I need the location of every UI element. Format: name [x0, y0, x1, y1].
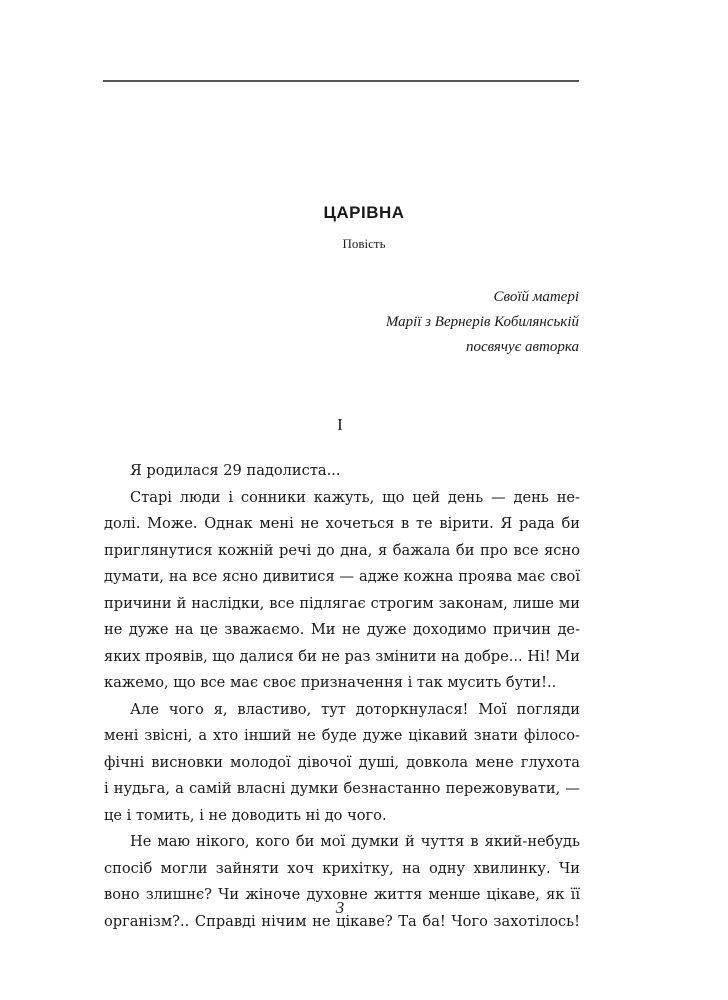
text-line: думати, на все ясно дивитися — адже кожна проява має свої: [104, 568, 580, 585]
text-line: і нудьга, а самій власні думки безнастанно пережовувати, —: [104, 780, 580, 797]
text-line: організм?.. Справді нічим не цікаве? Та ба! Чого захотілось!: [104, 912, 580, 930]
top-rule-divider: [103, 80, 579, 82]
dedication-line: посвячує авторка: [465, 339, 579, 355]
text-line: приглянутися кожній речі до дна, я бажала би про все ясно: [104, 541, 580, 559]
text-line: фічні висновки молодої дівочої душі, довкола мене глухота: [104, 753, 580, 771]
text-line: Не маю нікого, кого би мої думки й чуття в який-небудь: [130, 833, 580, 850]
text-line: Але чого я, властиво, тут доторкнулася! Мої погляди: [130, 700, 580, 718]
text-line: мені звісні, а хто інший не буде дуже цікавий знати філосо-: [104, 727, 580, 744]
paragraph: [104, 458, 580, 485]
text-line: Старі люди і сонники кажуть, що цей день — день не-: [130, 488, 580, 506]
text-line: долі. Може. Однак мені не хочеться в те вірити. Я рада би: [104, 515, 580, 532]
dedication-line: Своїй матері: [493, 289, 579, 305]
text-line: Я родилася 29 падолиста...: [130, 462, 341, 479]
text-line: спосіб могли зайняти хоч крихітку, на одну хвилинку. Чи: [104, 859, 580, 877]
page-number: 3: [335, 898, 345, 917]
body-text: [104, 458, 580, 935]
text-line: воно злишнє? Чи жіноче духовне життя менше цікаве, як її: [104, 886, 580, 903]
text-line: це і томить, і не доводить ні до чого.: [104, 806, 387, 824]
paragraph: [104, 829, 580, 935]
text-line: не дуже на це зважаємо. Ми не дуже доходимо причин де-: [104, 621, 580, 638]
chapter-number: I: [337, 415, 343, 434]
paragraph: [104, 485, 580, 697]
dedication: [386, 285, 579, 360]
text-line: кажемо, що все має своє призначення і так мусить бути!..: [104, 674, 557, 691]
text-line: яких проявів, що далися би не раз змінити на добре... Ні! Ми: [104, 647, 580, 665]
text-line: причини й наслідки, все підлягає строгим законам, лише ми: [104, 594, 580, 612]
paragraph: [104, 697, 580, 830]
page-title: ЦАРІВНА: [323, 203, 405, 222]
dedication-line: Марії з Вернерів Кобилянській: [385, 314, 579, 330]
page-subtitle: Повість: [342, 236, 386, 251]
